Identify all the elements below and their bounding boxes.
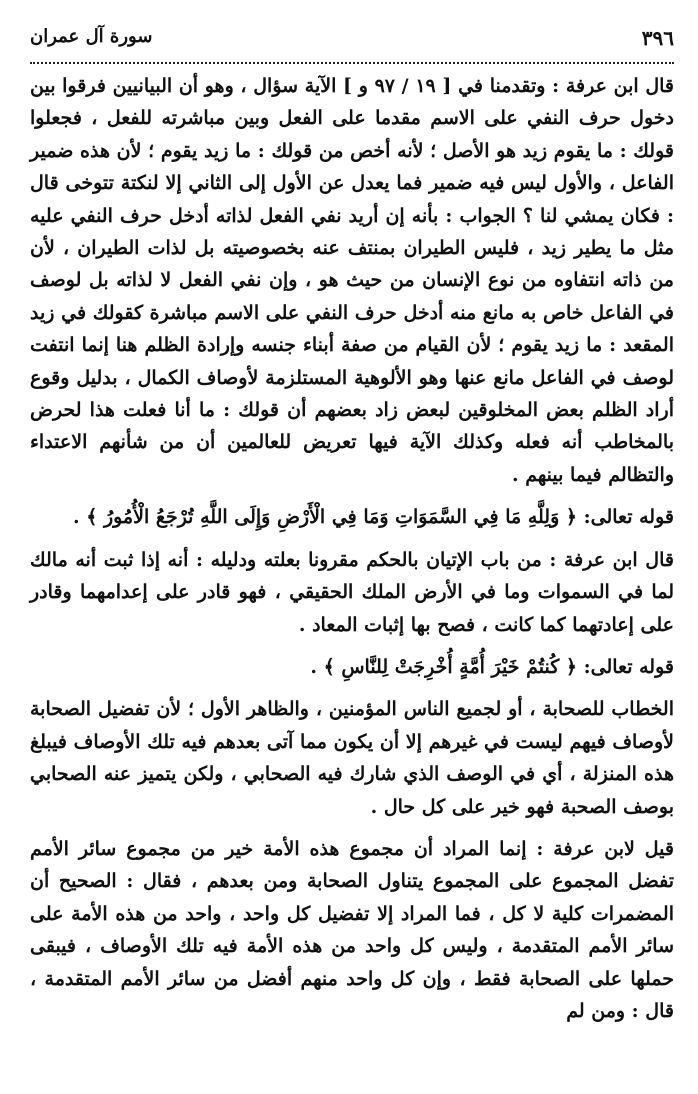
page-header (30, 22, 674, 64)
verse-line-2: قوله تعالى: ﴿ كُنتُمْ خَيْرَ أُمَّةٍ أُخْرِجَتْ لِلنَّاسِ ﴾ . (310, 655, 674, 678)
surah-title: سورة آل عمران (30, 26, 153, 47)
page (30, 22, 674, 1027)
commentary-paragraph-3: الخطاب للصحابة ، أو لجميع الناس المؤمنين ، والظاهر الأول ؛ لأن تفضيل الصحابة لأوصاف فيهم ليست في غيرهم إلا أن يكون مما آتى بعدهم فيه تلك الأوصاف فيبلغ هذه المنزلة ، أي في الوصف الذي شارك فيه الصحابي ، ولكن يتميز عنه الصحابي بوصف الصحبة فهو خير على كل حال . (30, 698, 674, 818)
commentary-paragraph-4: قيل لابن عرفة : إنما المراد أن مجموع هذه الأمة خير من مجموع سائر الأمم تفضل المجموع على المجموع يتناول الصحابة ومن بعدهم ، فقال : الصحيح أن المضمرات كلية لا كل ، فما المراد إلا تفضيل كل واحد ، واحد من هذه الأمة على سائر الأمم المتقدمة ، وليس كل واحد من هذه الأمة فيه تلك الأوصاف ، فيبقى حملها على الصحابة فقط ، وإن كل واحد منهم أفضل من سائر الأمم المتقدمة ، قال : ومن لم (30, 837, 674, 1022)
commentary-paragraph-1: قال ابن عرفة : وتقدمنا في [ ١٩ / ٩٧ و ] الآية سؤال ، وهو أن البيانيين فرقوا بين دخول حرف النفي على الاسم مقدما على الفعل وبين مباشرته للفعل ، فجعلوا قولك : ما يقوم زيد هو الأصل ؛ لأنه أخص من قولك : ما زيد يقوم ؛ لأن هذه ضمير الفاعل ، والأول ليس فيه ضمير فما يعدل عن الأول إلى الثاني إلا لنكتة تتوخى قال : فكان يمشي لنا ؟ الجواب : بأنه إن أريد نفي الفعل لذاته أدخل حرف النفي عليه مثل ما يطير زيد ، فليس الطيران بمنتف عنه بخصوصيته بل لذات الطيران ، لأن من ذاته انتفاوه من نوع الإنسان من حيث هو ، وإن نفي الفعل لا لذاته بل لوصف في الفاعل خاص به مانع منه أدخل حرف النفي على الاسم مباشرة كقولك في زيد المقعد : ما زيد يقوم ؛ لأن القيام من صفة أبناء جنسه وإرادة الظلم هنا إنما انتفت لوصف في الفاعل مانع عنها وهو الألوهية المستلزمة لأوصاف الكمال ، بدليل وقوع أراد الظلم بعض المخلوقين لبعض زاد بعضهم أن قولك : ما أنا فعلت هذا لحرض بالمخاطب أنه فعله وكذلك الآية فيها تعريض للعالمين أن من شأنهم الاعتداء والتظالم فيما بينهم . (30, 75, 674, 486)
page-number: ٣٩٦ (641, 26, 674, 50)
commentary-paragraph-2: قال ابن عرفة : من باب الإتيان بالحكم مقرونا بعلته ودليله : أنه إذا ثبت أنه مالك لما في السموات وما في الأرض الملك الحقيقي ، فهو قادر على إعدامهما وقادر على إعادتهما كما كانت ، فصح بها إثبات المعاد . (30, 548, 674, 636)
page-content (30, 64, 674, 1027)
verse-line-1: قوله تعالى: ﴿ وَلِلَّهِ مَا فِي السَّمَوَاتِ وَمَا فِي الْأَرْضِ وَإِلَى اللَّهِ تُرْجَعُ الْأُمُورُ ﴾ . (72, 506, 674, 529)
